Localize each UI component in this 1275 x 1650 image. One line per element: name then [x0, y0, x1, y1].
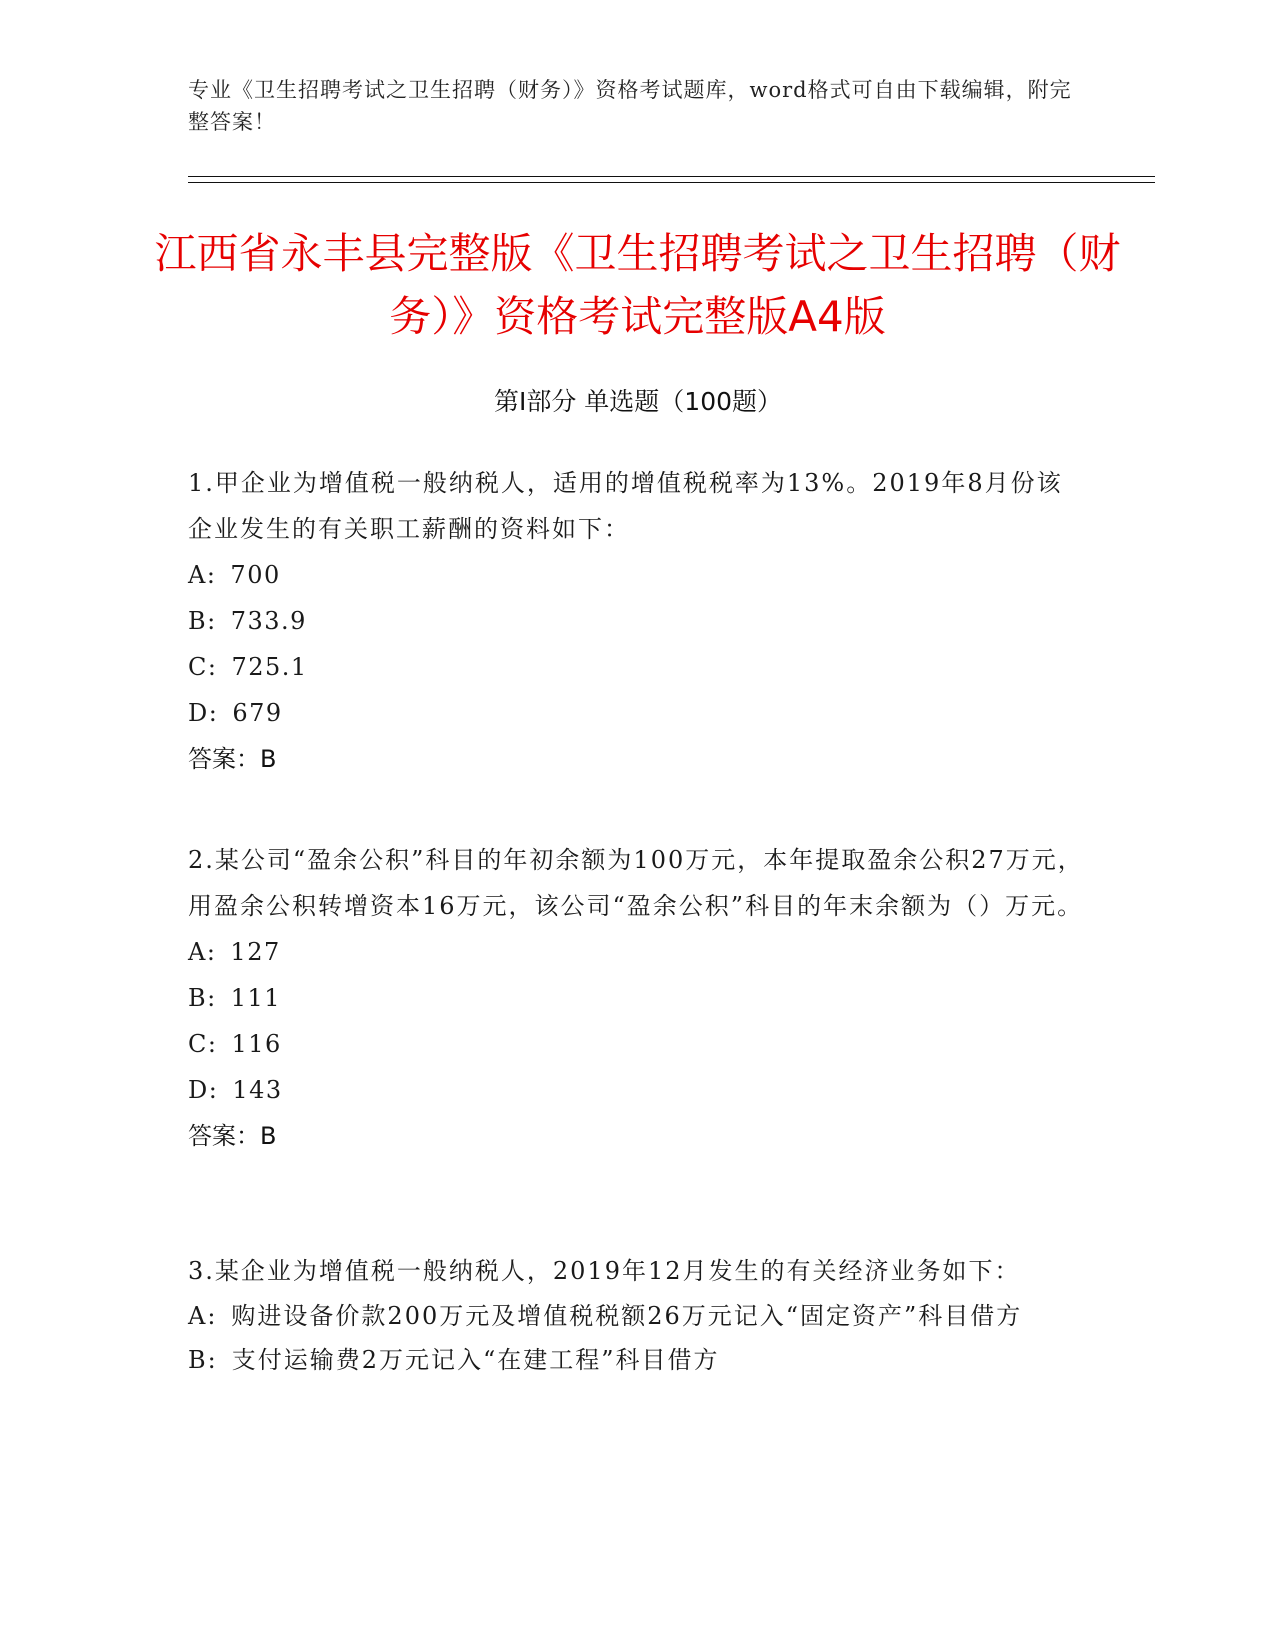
option-b [188, 1338, 1088, 1382]
option-text: 725.1 [231, 653, 308, 681]
option-text: 购进设备价款200万元及增值税税额26万元记入“固定资产”科目借方 [231, 1302, 1023, 1330]
option-text: 733.9 [230, 607, 307, 635]
option-d [188, 1067, 1088, 1113]
header-note: 专业《卫生招聘考试之卫生招聘（财务）》资格考试题库，word格式可自由下载编辑，附完整答案！ [188, 78, 1072, 134]
header-rule-bottom [188, 182, 1155, 183]
option-d [188, 690, 1088, 736]
question-1 [188, 460, 1088, 782]
question-2 [188, 837, 1088, 1159]
option-text: 116 [231, 1030, 282, 1058]
option-letter: A: [188, 1302, 218, 1330]
option-c [188, 644, 1088, 690]
option-a [188, 552, 1088, 598]
option-a [188, 929, 1088, 975]
question-stem: 2.某公司“盈余公积”科目的年初余额为100万元，本年提取盈余公积27万元，用盈余公积转增资本16万元，该公司“盈余公积”科目的年末余额为（）万元。 [188, 846, 1084, 920]
option-text: 支付运输费2万元记入“在建工程”科目借方 [231, 1346, 720, 1374]
option-letter: C: [188, 653, 218, 681]
document-title: 江西省永丰县完整版《卫生招聘考试之卫生招聘（财务）》资格考试完整版A4版 [154, 229, 1121, 341]
option-b [188, 598, 1088, 644]
option-text: 679 [232, 699, 283, 727]
answer: 答案：B [188, 745, 277, 773]
question-stem: 3.某企业为增值税一般纳税人，2019年12月发生的有关经济业务如下： [188, 1257, 1021, 1285]
option-letter: D: [188, 1076, 219, 1104]
question-stem: 1.甲企业为增值税一般纳税人，适用的增值税税率为13%。2019年8月份该企业发生的有关职工薪酬的资料如下： [188, 469, 1063, 543]
question-3 [188, 1248, 1088, 1382]
option-letter: A: [188, 561, 217, 589]
option-letter: B: [188, 607, 217, 635]
option-letter: B: [188, 1346, 218, 1374]
header-rule-top [188, 176, 1155, 177]
option-letter: D: [188, 699, 219, 727]
option-text: 700 [230, 561, 281, 589]
option-text: 127 [230, 938, 281, 966]
option-b [188, 975, 1088, 1021]
option-c [188, 1021, 1088, 1067]
option-letter: B: [188, 984, 217, 1012]
option-a [188, 1294, 1088, 1338]
option-letter: A: [188, 938, 217, 966]
option-text: 143 [232, 1076, 283, 1104]
answer: 答案：B [188, 1122, 277, 1150]
option-text: 111 [230, 984, 282, 1012]
section-title: 第Ⅰ部分 单选题（100题） [493, 387, 783, 416]
option-letter: C: [188, 1030, 218, 1058]
